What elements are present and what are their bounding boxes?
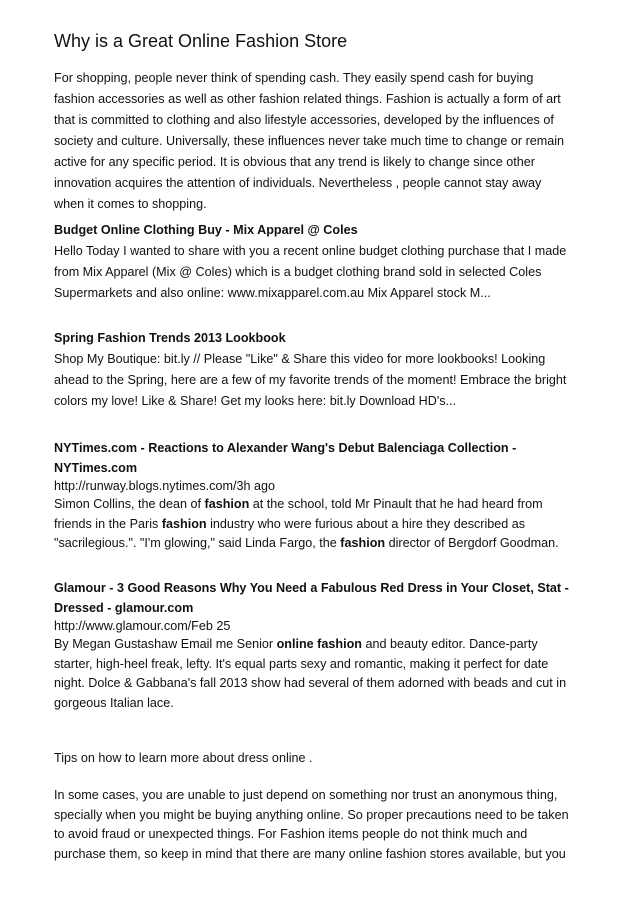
text-line: active for any specific period. It is obvious that any trend is likely to change since other (54, 155, 535, 169)
article-heading: Budget Online Clothing Buy - Mix Apparel @ Coles (54, 223, 358, 237)
text-run: industry who were furious about a hire they described as (206, 516, 526, 531)
text-line: For shopping, people never think of spending cash. They easily spend cash for buying (54, 71, 534, 85)
text-line: that is committed to clothing and also lifestyle accessories, developed by the influences of (54, 113, 554, 127)
keyword-highlight: fashion (161, 516, 207, 531)
tips-section (54, 749, 594, 768)
tips-heading: Tips on how to learn more about dress online . (54, 751, 313, 765)
article-heading: NYTimes.com (54, 460, 138, 475)
text-run: "sacrilegious.". "I'm glowing," said Linda Fargo, the (54, 536, 341, 550)
text-line (54, 515, 594, 535)
article-heading: Spring Fashion Trends 2013 Lookbook (54, 331, 286, 345)
text-line: fashion accessories as well as other fashion related things. Fashion is actually a form of art (54, 92, 561, 106)
article-source-url: http://www.glamour.com/Feb 25 (54, 619, 231, 633)
keyword-highlight: fashion (340, 536, 386, 550)
text-line: In some cases, you are unable to just depend on something nor trust an anonymous thing, (54, 788, 558, 802)
text-line: Shop My Boutique: bit.ly // Please "Like" & Share this video for more lookbooks! Looking (54, 352, 546, 366)
text-line: gorgeous Italian lace. (54, 695, 174, 710)
text-line: colors my love! Like & Share! Get my looks here: bit.ly Download HD's... (54, 394, 457, 408)
text-line: society and culture. Universally, these influences never take much time to change or remain (54, 134, 565, 148)
text-line: Supermarkets and also online: www.mixapparel.com.au Mix Apparel stock M... (54, 286, 491, 300)
text-line: specially when you might be buying anything online. So proper precautions need to be taken (54, 807, 569, 822)
article-budget-clothing (54, 220, 594, 304)
text-run: director of Bergdorf Goodman. (385, 536, 559, 550)
text-line (54, 495, 594, 515)
text-line (54, 635, 594, 655)
tips-paragraph (54, 786, 594, 864)
article-nytimes (54, 439, 594, 554)
intro-paragraph (54, 68, 594, 215)
article-source-url: http://runway.blogs.nytimes.com/3h ago (54, 479, 275, 493)
keyword-highlight: fashion (204, 497, 250, 511)
text-line: to avoid fraud or unexpected things. For Fashion items people do not think much and (54, 827, 528, 841)
article-heading: Glamour - 3 Good Reasons Why You Need a Fabulous Red Dress in Your Closet, Stat - (54, 581, 569, 595)
text-run: By Megan Gustashaw Email me Senior (54, 637, 277, 651)
text-line: purchase them, so keep in mind that there are many online fashion stores available, but you (54, 846, 566, 861)
text-run: friends in the Paris (54, 516, 162, 531)
page-title: Why is a Great Online Fashion Store (54, 31, 348, 51)
text-line: starter, high-heel freak, lefty. It's equal parts sexy and romantic, making it perfect for date (54, 656, 549, 671)
text-line: when it comes to shopping. (54, 197, 207, 211)
text-line (54, 534, 594, 554)
article-heading: Dressed - glamour.com (54, 600, 194, 615)
text-line: from Mix Apparel (Mix @ Coles) which is a budget clothing brand sold in selected Coles (54, 265, 542, 279)
article-spring-trends (54, 328, 594, 412)
text-line: ahead to the Spring, here are a few of my favorite trends of the moment! Embrace the bright (54, 373, 567, 387)
text-run: at the school, told Mr Pinault that he had heard from (249, 497, 543, 511)
text-line: night. Dolce & Gabbana's fall 2013 show had several of them adorned with beads and cut in (54, 676, 567, 690)
text-run: Simon Collins, the dean of (54, 497, 205, 511)
text-line: Hello Today I wanted to share with you a recent online budget clothing purchase that I made (54, 244, 567, 258)
text-line: innovation acquires the attention of individuals. Nevertheless , people cannot stay away (54, 176, 542, 190)
text-run: and beauty editor. Dance-party (361, 637, 538, 651)
article-glamour (54, 579, 594, 713)
article-heading: NYTimes.com - Reactions to Alexander Wang's Debut Balenciaga Collection - (54, 441, 517, 455)
keyword-highlight: online fashion (276, 637, 362, 651)
